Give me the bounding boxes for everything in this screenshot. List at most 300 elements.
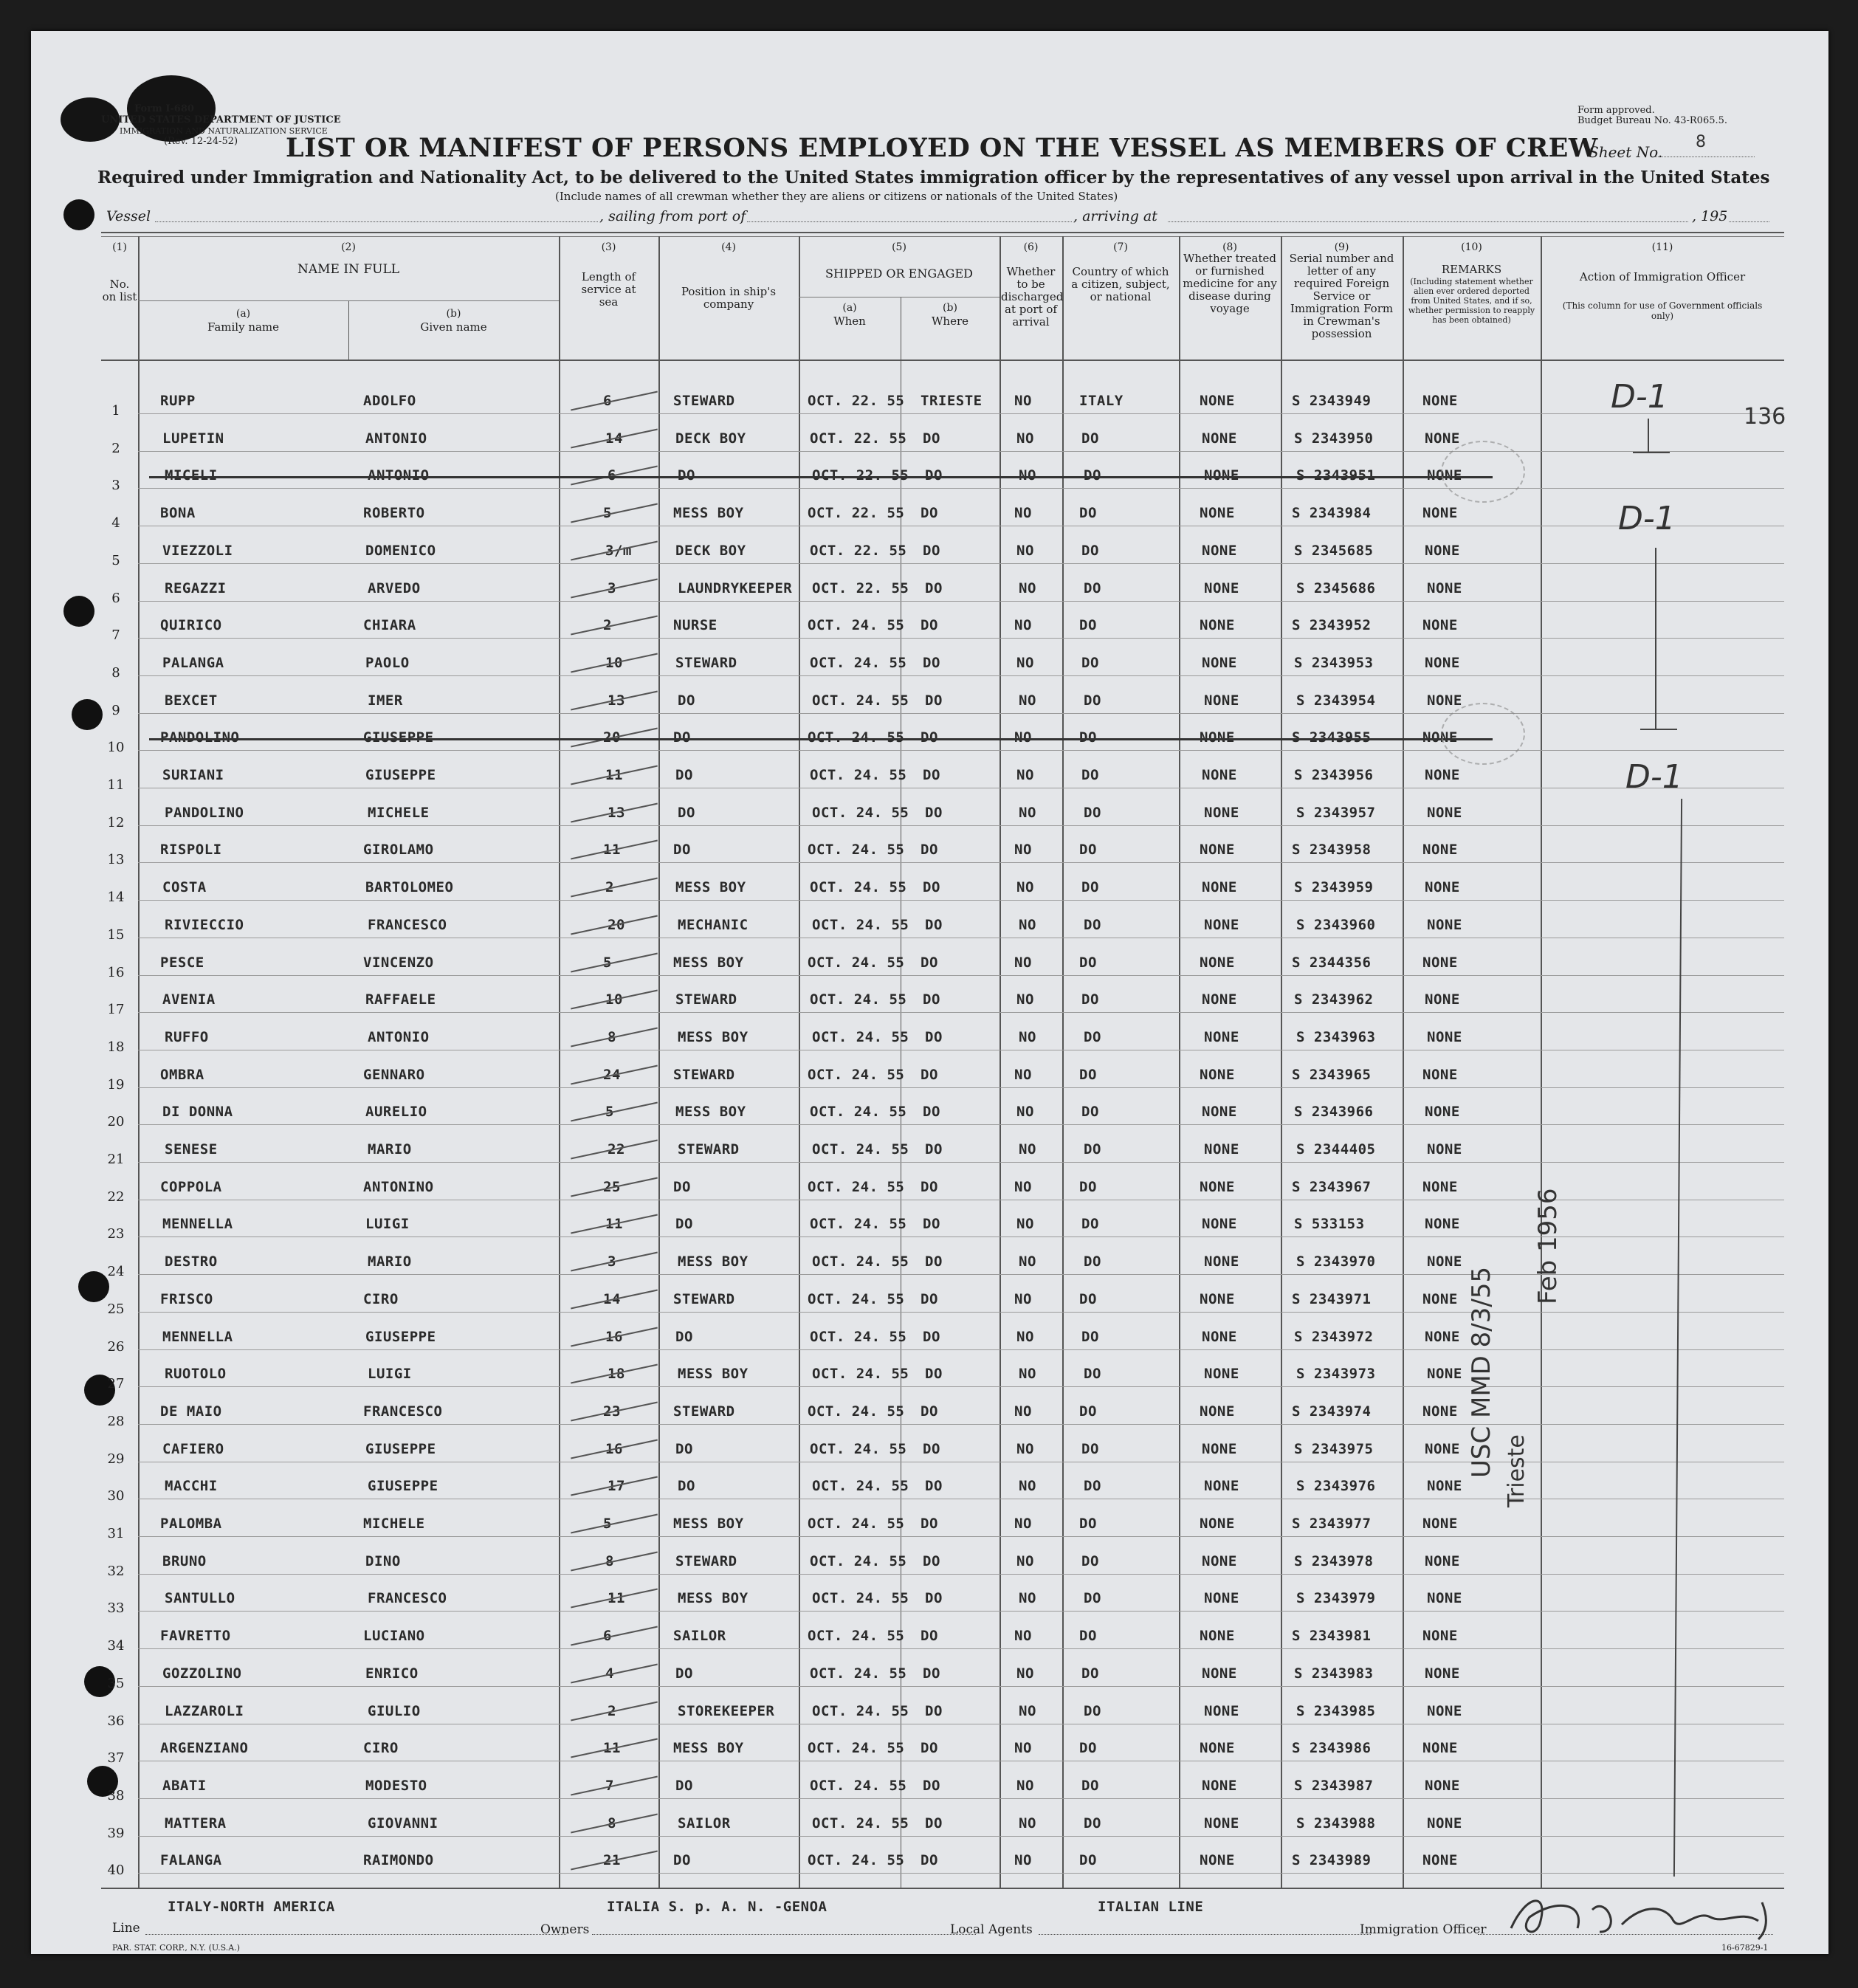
given-name: CHIARA (363, 617, 416, 634)
medicine: NONE (1200, 1403, 1235, 1420)
medicine: NONE (1200, 1066, 1235, 1083)
discharged: NO (1016, 430, 1034, 447)
position: STEWARD (673, 1066, 735, 1083)
discharged: NO (1014, 1516, 1032, 1532)
shipped-when: OCT. 24. 55 (812, 1590, 909, 1607)
shipped-where: DO (921, 505, 938, 522)
row-number: 27 (107, 1376, 125, 1392)
given-name: FRANCESCO (363, 1403, 443, 1420)
service-length: 5 (605, 1104, 614, 1121)
serial-number: S 2343965 (1292, 1066, 1372, 1083)
col1-num: (1) (112, 241, 127, 253)
shipped-when: OCT. 24. 55 (810, 879, 907, 896)
col8-header: Whether treated or furnished medicine for any disease during voyage (1183, 252, 1277, 315)
shipped-when: OCT. 24. 55 (810, 1440, 907, 1457)
position: DO (673, 729, 691, 746)
given-name: MARIO (368, 1141, 412, 1158)
family-name: REGAZZI (165, 579, 227, 596)
col7-num: (7) (1113, 241, 1128, 253)
col2b-header: Given name (420, 320, 487, 334)
discharged: NO (1019, 1141, 1036, 1158)
medicine: NONE (1202, 430, 1237, 447)
country: DO (1079, 1066, 1097, 1083)
serial-number: S 2344356 (1292, 954, 1372, 971)
country: DO (1079, 617, 1097, 634)
position: MESS BOY (678, 1590, 749, 1607)
discharged: NO (1016, 654, 1034, 671)
shipped-when: OCT. 24. 55 (810, 1777, 907, 1794)
form-rev: (Rev. 12-24-52) (164, 136, 238, 147)
shipped-when: OCT. 24. 55 (812, 1366, 909, 1383)
position: MESS BOY (678, 1253, 749, 1270)
shipped-where: TRIESTE (921, 393, 983, 409)
given-name: MICHELE (368, 804, 430, 821)
serial-number: S 2343988 (1296, 1815, 1376, 1831)
given-name: MARIO (368, 1253, 412, 1270)
serial-number: S 2343971 (1292, 1290, 1372, 1307)
service-length: 2 (603, 617, 612, 634)
medicine: NONE (1202, 542, 1237, 559)
medicine: NONE (1204, 1028, 1239, 1045)
country: DO (1084, 916, 1101, 933)
family-name: SURIANI (162, 767, 224, 783)
vertical-note: Trieste (1504, 1434, 1530, 1507)
family-name: MENNELLA (162, 1216, 233, 1233)
sheet-number: 8 (1696, 133, 1706, 151)
remarks: NONE (1427, 579, 1462, 596)
shipped-where: DO (921, 1852, 938, 1869)
position: DO (673, 842, 691, 859)
shipped-where: DO (925, 579, 943, 596)
strike-through (149, 738, 1493, 740)
family-name: PANDOLINO (160, 729, 240, 746)
position: DO (675, 1216, 693, 1233)
country: DO (1084, 1366, 1101, 1383)
medicine: NONE (1200, 617, 1235, 634)
discharged: NO (1016, 542, 1034, 559)
sheet-label: Sheet No. (1589, 143, 1663, 161)
shipped-where: DO (925, 1590, 943, 1607)
country: DO (1081, 1665, 1099, 1682)
family-name: MENNELLA (162, 1328, 233, 1345)
medicine: NONE (1200, 1516, 1235, 1532)
discharged: NO (1014, 1403, 1032, 1420)
position: SAILOR (678, 1815, 731, 1831)
col2-header: NAME IN FULL (297, 262, 400, 277)
country: DO (1079, 729, 1097, 746)
shipped-where: DO (921, 954, 938, 971)
family-name: RUPP (160, 393, 196, 409)
remarks: NONE (1427, 1590, 1462, 1607)
serial-number: S 2343951 (1296, 467, 1376, 484)
shipped-when: OCT. 24. 55 (810, 1104, 907, 1121)
row-number: 40 (107, 1863, 125, 1879)
col10-note: (Including statement whether alien ever ordered deported from United States, and if so, whether permission to reapply has been obtained) (1408, 277, 1535, 325)
remarks: NONE (1422, 1290, 1458, 1307)
country: DO (1079, 1740, 1097, 1757)
medicine: NONE (1200, 393, 1235, 409)
given-name: LUIGI (368, 1366, 412, 1383)
given-name: GIULIO (368, 1702, 421, 1719)
medicine: NONE (1204, 804, 1239, 821)
service-length: 10 (605, 654, 623, 671)
medicine: NONE (1204, 1141, 1239, 1158)
given-name: ADOLFO (363, 393, 416, 409)
line-value: ITALY-NORTH AMERICA (168, 1899, 335, 1915)
family-name: VIEZZOLI (162, 542, 233, 559)
remarks: NONE (1425, 654, 1460, 671)
tally-mark (571, 952, 658, 972)
given-name: GIROLAMO (363, 842, 434, 859)
row-number: 33 (107, 1600, 125, 1617)
country: DO (1081, 1328, 1099, 1345)
shipped-where: DO (921, 729, 938, 746)
given-name: LUIGI (365, 1216, 410, 1233)
row-number: 38 (107, 1787, 125, 1803)
medicine: NONE (1202, 1328, 1237, 1345)
tally-mark (571, 878, 658, 898)
given-name: ENRICO (365, 1665, 419, 1682)
family-name: LAZZAROLI (165, 1702, 244, 1719)
medicine: NONE (1204, 1366, 1239, 1383)
position: STEWARD (675, 654, 737, 671)
discharged: NO (1014, 505, 1032, 522)
dept-line2: IMMIGRATION AND NATURALIZATION SERVICE (120, 126, 328, 136)
vertical-note: Feb 1956 (1533, 1188, 1563, 1304)
medicine: NONE (1202, 1216, 1237, 1233)
serial-number: S 2343976 (1296, 1478, 1376, 1495)
given-name: VINCENZO (363, 954, 434, 971)
remarks: NONE (1427, 1702, 1462, 1719)
service-length: 5 (603, 954, 612, 971)
country: DO (1081, 654, 1099, 671)
given-name: BARTOLOMEO (365, 879, 454, 896)
service-length: 2 (608, 1702, 616, 1719)
col2a-num: (a) (235, 308, 251, 320)
country: DO (1081, 1777, 1099, 1794)
shipped-when: OCT. 22. 55 (808, 393, 905, 409)
country: DO (1081, 542, 1099, 559)
year-label: , 195 (1692, 208, 1728, 224)
family-name: RUOTOLO (165, 1366, 227, 1383)
serial-number: S 2343974 (1292, 1403, 1372, 1420)
family-name: DESTRO (165, 1253, 218, 1270)
family-name: BONA (160, 505, 196, 522)
serial-number: S 2343973 (1296, 1366, 1376, 1383)
shipped-when: OCT. 24. 55 (812, 916, 909, 933)
discharged: NO (1016, 1552, 1034, 1569)
remarks: NONE (1427, 1366, 1462, 1383)
position: STEWARD (678, 1141, 740, 1158)
serial-number: S 2343959 (1294, 879, 1374, 896)
position: DO (673, 1178, 691, 1195)
position: MESS BOY (673, 1740, 744, 1757)
family-name: AVENIA (162, 991, 216, 1008)
service-length: 14 (605, 430, 623, 447)
shipped-where: DO (921, 1740, 938, 1757)
shipped-when: OCT. 24. 55 (808, 1628, 905, 1645)
shipped-where: DO (925, 1815, 943, 1831)
country: DO (1084, 1815, 1101, 1831)
serial-number: S 2343955 (1292, 729, 1372, 746)
seal-stamp (1441, 703, 1525, 765)
family-name: BRUNO (162, 1552, 207, 1569)
position: DO (675, 1777, 693, 1794)
family-name: FRISCO (160, 1290, 213, 1307)
service-length: 3/m (605, 542, 632, 559)
shipped-when: OCT. 24. 55 (810, 767, 907, 783)
remarks: NONE (1427, 467, 1462, 484)
medicine: NONE (1200, 842, 1235, 859)
col4-header: Position in ship's company (681, 285, 777, 311)
remarks: NONE (1422, 1403, 1458, 1420)
row-number: 11 (107, 777, 125, 793)
given-name: GIOVANNI (368, 1815, 438, 1831)
family-name: PESCE (160, 954, 204, 971)
given-name: MODESTO (365, 1777, 427, 1794)
family-name: COSTA (162, 879, 207, 896)
discharged: NO (1014, 954, 1032, 971)
row-number: 21 (107, 1152, 125, 1167)
medicine: NONE (1200, 1740, 1235, 1757)
medicine: NONE (1204, 916, 1239, 933)
serial-number: S 2343950 (1294, 430, 1374, 447)
given-name: ANTONIO (368, 1028, 430, 1045)
family-name: CAFIERO (162, 1440, 224, 1457)
country: DO (1079, 1628, 1097, 1645)
serial-number: S 2343954 (1296, 692, 1376, 709)
col11-note: (This column for use of Government officials only) (1562, 300, 1763, 321)
row-number: 14 (107, 890, 125, 906)
remarks: NONE (1427, 1028, 1462, 1045)
service-length: 14 (603, 1290, 621, 1307)
shipped-where: DO (923, 1440, 940, 1457)
shipped-where: DO (921, 842, 938, 859)
seal-stamp (1441, 441, 1525, 503)
given-name: ANTONIO (365, 430, 427, 447)
row-number: 32 (107, 1563, 125, 1579)
row-number: 29 (107, 1451, 125, 1467)
shipped-when: OCT. 24. 55 (812, 804, 909, 821)
country: DO (1084, 1253, 1101, 1270)
row-number: 8 (111, 664, 120, 681)
col11-num: (11) (1651, 241, 1673, 253)
serial-number: S 2343984 (1292, 505, 1372, 522)
position: STEWARD (673, 1290, 735, 1307)
shipped-where: DO (923, 1777, 940, 1794)
tally-mark (571, 1775, 658, 1795)
col5-header: SHIPPED OR ENGAGED (825, 266, 973, 281)
shipped-when: OCT. 24. 55 (812, 1253, 909, 1270)
position: MESS BOY (673, 954, 744, 971)
punch-hole (63, 596, 94, 627)
col5b-header: Where (931, 314, 968, 328)
shipped-where: DO (921, 1178, 938, 1195)
remarks: NONE (1422, 617, 1458, 634)
shipped-where: DO (923, 767, 940, 783)
shipped-where: DO (923, 1552, 940, 1569)
serial-number: S 2343987 (1294, 1777, 1374, 1794)
discharged: NO (1016, 1665, 1034, 1682)
position: STEWARD (675, 1552, 737, 1569)
d1-mark: D-1 (1625, 758, 1683, 796)
col5-num: (5) (892, 241, 906, 253)
discharged: NO (1014, 1290, 1032, 1307)
shipped-where: DO (921, 1403, 938, 1420)
discharged: NO (1019, 467, 1036, 484)
discharged: NO (1014, 1628, 1032, 1645)
line-label: Line (112, 1921, 140, 1936)
manifest-sheet (31, 31, 1828, 1954)
position: STEWARD (673, 1403, 735, 1420)
position: MESS BOY (678, 1366, 749, 1383)
row-number: 4 (111, 515, 120, 532)
position: DO (678, 467, 695, 484)
service-length: 5 (603, 505, 612, 522)
remarks: NONE (1425, 879, 1460, 896)
family-name: PALANGA (162, 654, 224, 671)
col2-num: (2) (341, 241, 356, 253)
agents-value: ITALIAN LINE (1098, 1899, 1204, 1915)
punch-hole (72, 699, 103, 730)
position: DO (678, 692, 695, 709)
service-length: 8 (605, 1552, 614, 1569)
service-length: 8 (608, 1028, 616, 1045)
medicine: NONE (1202, 1777, 1237, 1794)
shipped-when: OCT. 24. 55 (810, 991, 907, 1008)
tally-mark (571, 1102, 658, 1122)
given-name: ANTONIO (368, 467, 430, 484)
country: DO (1081, 1216, 1099, 1233)
discharged: NO (1014, 1740, 1032, 1757)
family-name: SANTULLO (165, 1590, 235, 1607)
discharged: NO (1016, 879, 1034, 896)
service-length: 6 (608, 467, 616, 484)
family-name: DE MAIO (160, 1403, 222, 1420)
row-number: 35 (107, 1675, 125, 1691)
d1-mark: D-1 (1611, 378, 1668, 416)
shipped-when: OCT. 24. 55 (808, 1516, 905, 1532)
shipped-when: OCT. 24. 55 (810, 654, 907, 671)
row-number: 37 (107, 1750, 125, 1767)
form-approved: Form approved. (1577, 105, 1655, 116)
discharged: NO (1014, 729, 1032, 746)
position: MESS BOY (675, 879, 746, 896)
family-name: RUFFO (165, 1028, 209, 1045)
country: DO (1079, 1516, 1097, 1532)
shipped-where: DO (925, 1141, 943, 1158)
given-name: GENNARO (363, 1066, 425, 1083)
discharged: NO (1019, 916, 1036, 933)
serial-number: S 2343960 (1296, 916, 1376, 933)
serial-number: S 2343949 (1292, 393, 1372, 409)
country: DO (1084, 1702, 1101, 1719)
row-number: 39 (107, 1825, 125, 1841)
row-number: 26 (107, 1338, 125, 1355)
given-name: ROBERTO (363, 505, 425, 522)
shipped-where: DO (925, 692, 943, 709)
shipped-when: OCT. 24. 55 (808, 1403, 905, 1420)
discharged: NO (1019, 579, 1036, 596)
printer-line: PAR. STAT. CORP., N.Y. (U.S.A.) (112, 1943, 240, 1953)
col1-header: No. on list (102, 278, 137, 303)
remarks: NONE (1427, 916, 1462, 933)
medicine: NONE (1202, 991, 1237, 1008)
position: MESS BOY (673, 1516, 744, 1532)
shipped-where: DO (923, 542, 940, 559)
row-number: 30 (107, 1488, 125, 1504)
shipped-where: DO (925, 804, 943, 821)
row-number: 16 (107, 964, 125, 980)
family-name: PALOMBA (160, 1516, 222, 1532)
shipped-when: OCT. 24. 55 (812, 1478, 909, 1495)
serial-number: S 2343985 (1296, 1702, 1376, 1719)
shipped-where: DO (923, 430, 940, 447)
family-name: PANDOLINO (165, 804, 244, 821)
position: LAUNDRYKEEPER (678, 579, 793, 596)
service-length: 23 (603, 1403, 621, 1420)
shipped-when: OCT. 24. 55 (808, 729, 905, 746)
service-length: 13 (608, 804, 625, 821)
remarks: NONE (1425, 1777, 1460, 1794)
shipped-where: DO (923, 1104, 940, 1121)
country: DO (1079, 842, 1097, 859)
row-number: 22 (107, 1189, 125, 1205)
serial-number: S 2343986 (1292, 1740, 1372, 1757)
row-number: 34 (107, 1638, 125, 1654)
serial-number: S 2343956 (1294, 767, 1374, 783)
medicine: NONE (1200, 954, 1235, 971)
officer-signature (1496, 1888, 1792, 1947)
col8-num: (8) (1222, 241, 1237, 253)
serial-number: S 533153 (1294, 1216, 1365, 1233)
service-length: 6 (603, 1628, 612, 1645)
service-length: 21 (603, 1852, 621, 1869)
discharged: NO (1016, 1216, 1034, 1233)
shipped-when: OCT. 24. 55 (812, 1141, 909, 1158)
serial-number: S 2343963 (1296, 1028, 1376, 1045)
col5a-header: When (833, 314, 866, 328)
medicine: NONE (1200, 1852, 1235, 1869)
discharged: NO (1014, 1066, 1032, 1083)
col11-header: Action of Immigration Officer (1579, 270, 1746, 283)
given-name: MICHELE (363, 1516, 425, 1532)
family-name: ARGENZIANO (160, 1740, 249, 1757)
serial-number: S 2345685 (1294, 542, 1374, 559)
col3-num: (3) (601, 241, 616, 253)
shipped-when: OCT. 24. 55 (812, 1702, 909, 1719)
col5a-num: (a) (842, 302, 857, 314)
row-number: 31 (107, 1526, 125, 1541)
serial-number: S 2343975 (1294, 1440, 1374, 1457)
service-length: 11 (608, 1590, 625, 1607)
remarks: NONE (1425, 1665, 1460, 1682)
given-name: FRANCESCO (368, 916, 447, 933)
shipped-when: OCT. 22. 55 (812, 579, 909, 596)
shipped-when: OCT. 24. 55 (810, 1328, 907, 1345)
remarks: NONE (1422, 1852, 1458, 1869)
remarks: NONE (1425, 991, 1460, 1008)
shipped-where: DO (925, 1478, 943, 1495)
shipped-where: DO (925, 467, 943, 484)
given-name: DOMENICO (365, 542, 436, 559)
shipped-where: DO (925, 1366, 943, 1383)
page-subtitle: Required under Immigration and Nationality Act, to be delivered to the United States immigration officer by the representatives of any vessel upon arrival in the United States (97, 168, 1770, 188)
tally-mark (571, 616, 658, 636)
serial-number: S 2343962 (1294, 991, 1374, 1008)
medicine: NONE (1204, 692, 1239, 709)
service-length: 24 (603, 1066, 621, 1083)
